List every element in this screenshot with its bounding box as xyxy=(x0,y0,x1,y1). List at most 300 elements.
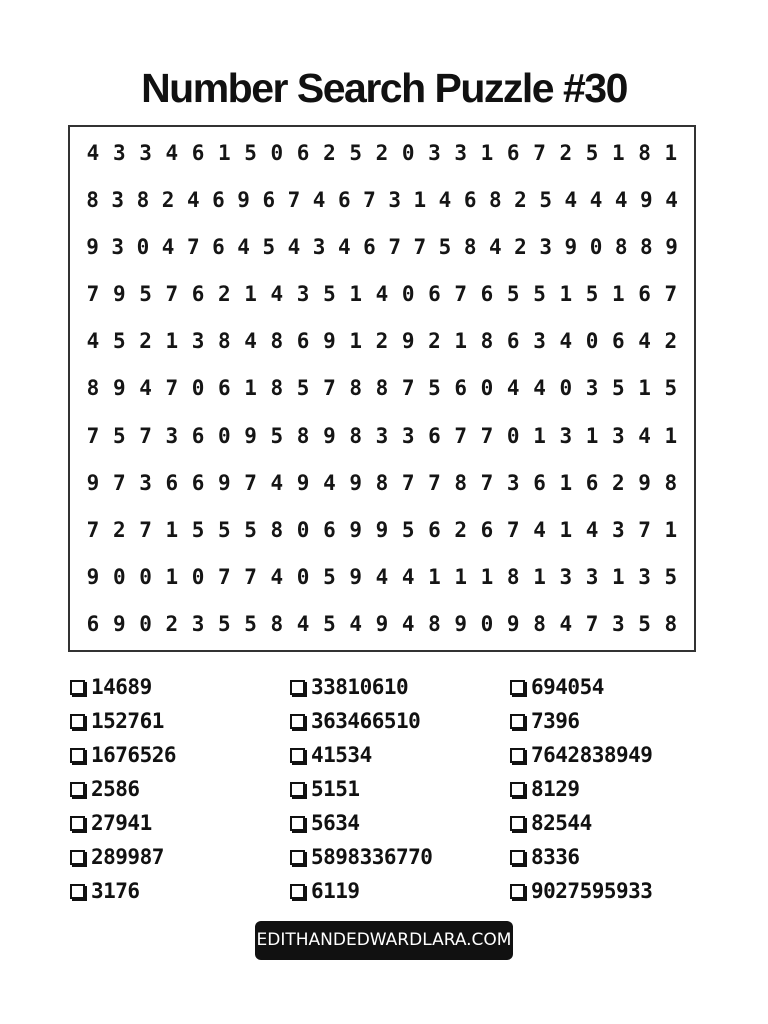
grid-cell[interactable]: 9 xyxy=(401,329,415,354)
grid-cell[interactable]: 3 xyxy=(111,235,125,260)
grid-cell[interactable]: 4 xyxy=(585,517,599,542)
grid-cell[interactable]: 3 xyxy=(139,470,152,495)
grid-cell[interactable]: 8 xyxy=(664,470,678,495)
grid-cell[interactable]: 0 xyxy=(559,376,573,401)
grid-cell[interactable]: 0 xyxy=(270,141,284,165)
grid-cell[interactable]: 6 xyxy=(533,470,546,495)
word-item[interactable] xyxy=(510,670,725,704)
grid-cell[interactable]: 8 xyxy=(349,376,362,401)
grid-cell[interactable]: 9 xyxy=(349,564,362,589)
grid-cell[interactable]: 4 xyxy=(270,282,284,307)
grid-cell[interactable]: 6 xyxy=(480,282,494,307)
grid-cell[interactable]: 5 xyxy=(139,282,152,307)
checkbox-icon[interactable] xyxy=(510,884,525,899)
grid-cell[interactable]: 3 xyxy=(165,423,179,448)
grid-cell[interactable]: 7 xyxy=(664,282,678,307)
grid-cell[interactable]: 9 xyxy=(454,611,468,636)
checkbox-icon[interactable] xyxy=(70,884,85,899)
grid-cell[interactable]: 7 xyxy=(244,470,257,495)
grid-cell[interactable]: 4 xyxy=(638,423,651,448)
grid-cell[interactable]: 4 xyxy=(86,329,100,354)
grid-cell[interactable]: 2 xyxy=(428,329,441,354)
grid-cell[interactable]: 9 xyxy=(237,188,250,213)
grid-cell[interactable]: 8 xyxy=(86,376,100,401)
grid-cell[interactable]: 4 xyxy=(589,188,603,213)
grid-cell[interactable]: 7 xyxy=(638,517,651,542)
grid-cell[interactable]: 5 xyxy=(323,564,336,589)
grid-cell[interactable]: 0 xyxy=(480,376,494,401)
grid-cell[interactable]: 0 xyxy=(589,235,603,260)
grid-cell[interactable]: 2 xyxy=(514,235,527,260)
grid-cell[interactable]: 3 xyxy=(191,329,205,354)
grid-cell[interactable]: 9 xyxy=(86,235,99,260)
grid-cell[interactable]: 6 xyxy=(191,141,205,165)
grid-cell[interactable]: 5 xyxy=(191,517,205,542)
grid-cell[interactable]: 6 xyxy=(191,470,205,495)
grid-cell[interactable]: 6 xyxy=(454,376,468,401)
word-item[interactable] xyxy=(510,704,725,738)
grid-cell[interactable]: 3 xyxy=(191,611,205,636)
checkbox-icon[interactable] xyxy=(510,782,525,797)
grid-cell[interactable]: 8 xyxy=(664,611,678,636)
grid-cell[interactable]: 1 xyxy=(611,282,625,307)
word-item[interactable] xyxy=(510,840,725,874)
word-item[interactable] xyxy=(510,874,725,908)
grid-cell[interactable]: 5 xyxy=(664,376,678,401)
grid-cell[interactable]: 9 xyxy=(296,470,310,495)
grid-cell[interactable]: 3 xyxy=(611,611,625,636)
grid-cell[interactable]: 7 xyxy=(480,470,494,495)
grid-cell[interactable]: 5 xyxy=(218,611,231,636)
grid-cell[interactable]: 2 xyxy=(375,329,389,354)
grid-cell[interactable]: 6 xyxy=(463,188,477,213)
grid-cell[interactable]: 5 xyxy=(401,517,415,542)
grid-cell[interactable]: 2 xyxy=(611,470,625,495)
checkbox-icon[interactable] xyxy=(70,816,85,831)
grid-cell[interactable]: 7 xyxy=(585,611,599,636)
checkbox-icon[interactable] xyxy=(290,782,305,797)
grid-cell[interactable]: 7 xyxy=(287,188,301,213)
grid-cell[interactable]: 1 xyxy=(244,282,257,307)
grid-cell[interactable]: 8 xyxy=(480,329,494,354)
grid-cell[interactable]: 6 xyxy=(323,517,336,542)
grid-cell[interactable]: 3 xyxy=(401,423,415,448)
grid-cell[interactable]: 4 xyxy=(244,329,257,354)
grid-cell[interactable]: 1 xyxy=(165,329,179,354)
grid-cell[interactable]: 1 xyxy=(559,517,573,542)
grid-cell[interactable]: 4 xyxy=(237,235,250,260)
grid-cell[interactable]: 4 xyxy=(270,470,284,495)
grid-cell[interactable]: 4 xyxy=(375,564,389,589)
grid-cell[interactable]: 8 xyxy=(270,517,284,542)
word-item[interactable] xyxy=(70,840,285,874)
grid-cell[interactable]: 0 xyxy=(112,564,126,589)
checkbox-icon[interactable] xyxy=(290,680,305,695)
grid-cell[interactable]: 3 xyxy=(611,517,625,542)
grid-cell[interactable]: 6 xyxy=(480,517,494,542)
grid-cell[interactable]: 5 xyxy=(296,376,310,401)
grid-cell[interactable]: 0 xyxy=(480,611,494,636)
grid-cell[interactable]: 8 xyxy=(270,329,284,354)
grid-cell[interactable]: 1 xyxy=(428,564,441,589)
grid-cell[interactable]: 7 xyxy=(139,517,152,542)
grid-cell[interactable]: 8 xyxy=(640,235,653,260)
grid-cell[interactable]: 8 xyxy=(489,188,502,213)
checkbox-icon[interactable] xyxy=(70,714,85,729)
grid-cell[interactable]: 8 xyxy=(136,188,150,213)
grid-cell[interactable]: 6 xyxy=(191,282,205,307)
grid-cell[interactable]: 6 xyxy=(428,282,441,307)
grid-cell[interactable]: 5 xyxy=(244,517,257,542)
grid-cell[interactable]: 1 xyxy=(480,564,494,589)
grid-cell[interactable]: 4 xyxy=(86,141,100,165)
word-item[interactable] xyxy=(70,772,285,806)
grid-cell[interactable]: 8 xyxy=(375,470,389,495)
grid-cell[interactable]: 8 xyxy=(86,188,99,213)
grid-cell[interactable]: 4 xyxy=(438,188,452,213)
grid-cell[interactable]: 1 xyxy=(611,564,625,589)
grid-cell[interactable]: 7 xyxy=(165,376,179,401)
grid-cell[interactable]: 5 xyxy=(506,282,520,307)
checkbox-icon[interactable] xyxy=(290,816,305,831)
grid-cell[interactable]: 7 xyxy=(244,564,257,589)
grid-cell[interactable]: 0 xyxy=(139,611,152,636)
grid-cell[interactable]: 7 xyxy=(480,423,494,448)
grid-cell[interactable]: 9 xyxy=(375,517,389,542)
grid-cell[interactable]: 0 xyxy=(191,564,205,589)
grid-cell[interactable]: 6 xyxy=(585,470,599,495)
grid-cell[interactable]: 6 xyxy=(86,611,100,636)
grid-cell[interactable]: 0 xyxy=(401,141,415,165)
grid-cell[interactable]: 2 xyxy=(559,141,573,165)
grid-cell[interactable]: 5 xyxy=(244,611,257,636)
grid-cell[interactable]: 7 xyxy=(218,564,231,589)
word-text: 363466510 xyxy=(311,709,421,733)
grid-cell[interactable]: 7 xyxy=(454,423,468,448)
grid-cell[interactable]: 4 xyxy=(614,188,628,213)
grid-cell[interactable]: 8 xyxy=(454,470,468,495)
checkbox-icon[interactable] xyxy=(290,714,305,729)
grid-cell[interactable]: 5 xyxy=(112,423,126,448)
grid-cell[interactable]: 8 xyxy=(638,141,651,165)
grid-cell[interactable]: 6 xyxy=(296,329,310,354)
grid-cell[interactable]: 1 xyxy=(585,423,599,448)
grid-cell[interactable]: 3 xyxy=(111,188,125,213)
grid-cell[interactable]: 9 xyxy=(665,235,678,260)
grid-cell[interactable]: 9 xyxy=(506,611,520,636)
grid-cell[interactable]: 1 xyxy=(244,376,257,401)
word-item[interactable] xyxy=(510,772,725,806)
grid-cell[interactable]: 1 xyxy=(559,470,573,495)
grid-cell[interactable]: 3 xyxy=(454,141,468,165)
grid-cell[interactable]: 2 xyxy=(165,611,179,636)
grid-cell[interactable]: 8 xyxy=(218,329,231,354)
grid-cell[interactable]: 5 xyxy=(638,611,651,636)
grid-cell[interactable]: 9 xyxy=(323,423,336,448)
checkbox-icon[interactable] xyxy=(70,748,85,763)
grid-cell[interactable]: 0 xyxy=(136,235,150,260)
grid-cell[interactable]: 2 xyxy=(664,329,678,354)
grid-cell[interactable]: 6 xyxy=(337,188,351,213)
grid-cell[interactable]: 4 xyxy=(665,188,678,213)
grid-cell[interactable]: 5 xyxy=(438,235,452,260)
grid-cell[interactable]: 4 xyxy=(287,235,301,260)
grid-cell[interactable]: 1 xyxy=(454,564,468,589)
grid-cell[interactable]: 5 xyxy=(533,282,546,307)
checkbox-icon[interactable] xyxy=(510,850,525,865)
grid-cell[interactable]: 4 xyxy=(270,564,284,589)
grid-cell[interactable]: 1 xyxy=(533,423,546,448)
word-item[interactable] xyxy=(290,704,505,738)
grid-cell[interactable]: 1 xyxy=(349,329,362,354)
grid-cell[interactable]: 1 xyxy=(664,423,678,448)
grid-cell[interactable]: 7 xyxy=(112,470,126,495)
grid-cell[interactable]: 9 xyxy=(112,282,126,307)
grid-cell[interactable]: 1 xyxy=(218,141,231,165)
grid-cell[interactable]: 8 xyxy=(614,235,628,260)
grid-cell[interactable]: 7 xyxy=(413,235,427,260)
grid-cell[interactable]: 1 xyxy=(611,141,625,165)
checkbox-icon[interactable] xyxy=(70,782,85,797)
grid-cell[interactable]: 1 xyxy=(664,517,678,542)
grid-cell[interactable]: 7 xyxy=(454,282,468,307)
grid-cell[interactable]: 5 xyxy=(585,141,599,165)
grid-cell[interactable]: 4 xyxy=(186,188,200,213)
grid-cell[interactable]: 1 xyxy=(165,564,179,589)
word-text: 8129 xyxy=(531,777,580,801)
grid-cell[interactable]: 7 xyxy=(363,188,376,213)
grid-cell[interactable]: 5 xyxy=(244,141,257,165)
grid-cell[interactable]: 9 xyxy=(349,470,362,495)
grid-cell[interactable]: 3 xyxy=(139,141,152,165)
grid-cell[interactable]: 5 xyxy=(585,282,599,307)
grid-cell[interactable]: 6 xyxy=(506,329,520,354)
checkbox-icon[interactable] xyxy=(290,748,305,763)
grid-cell[interactable]: 4 xyxy=(533,376,546,401)
checkbox-icon[interactable] xyxy=(290,884,305,899)
word-text: 33810610 xyxy=(311,675,409,699)
grid-cell[interactable]: 3 xyxy=(539,235,552,260)
grid-cell[interactable]: 4 xyxy=(323,470,336,495)
grid-cell[interactable]: 4 xyxy=(139,376,152,401)
grid-cell[interactable]: 1 xyxy=(349,282,362,307)
grid-cell[interactable]: 7 xyxy=(401,470,415,495)
grid-cell[interactable]: 7 xyxy=(323,376,336,401)
grid-cell[interactable]: 7 xyxy=(86,517,100,542)
grid-cell[interactable]: 5 xyxy=(323,282,336,307)
grid-cell[interactable]: 4 xyxy=(506,376,520,401)
grid-cell[interactable]: 9 xyxy=(375,611,389,636)
grid-cell[interactable]: 7 xyxy=(428,470,441,495)
grid-cell[interactable]: 6 xyxy=(191,423,205,448)
grid-cell[interactable]: 3 xyxy=(611,423,625,448)
grid-cell[interactable]: 0 xyxy=(296,517,310,542)
grid-cell[interactable]: 1 xyxy=(533,564,546,589)
grid-cell[interactable]: 2 xyxy=(323,141,336,165)
grid-cell[interactable]: 5 xyxy=(323,611,336,636)
grid-cell[interactable]: 6 xyxy=(218,376,231,401)
grid-cell[interactable]: 3 xyxy=(559,564,573,589)
word-item[interactable] xyxy=(290,874,505,908)
word-item[interactable] xyxy=(510,738,725,772)
grid-cell[interactable]: 0 xyxy=(506,423,520,448)
checkbox-icon[interactable] xyxy=(290,850,305,865)
grid-cell[interactable]: 7 xyxy=(401,376,415,401)
grid-cell[interactable]: 5 xyxy=(112,329,126,354)
grid-cell[interactable]: 5 xyxy=(270,423,284,448)
grid-cell[interactable]: 1 xyxy=(664,141,678,165)
grid-cell[interactable]: 7 xyxy=(533,141,546,165)
grid-cell[interactable]: 8 xyxy=(375,376,389,401)
word-item[interactable] xyxy=(70,806,285,840)
checkbox-icon[interactable] xyxy=(510,748,525,763)
word-item[interactable] xyxy=(290,806,505,840)
word-item[interactable] xyxy=(510,806,725,840)
grid-cell[interactable]: 5 xyxy=(664,564,678,589)
grid-cell[interactable]: 1 xyxy=(165,517,179,542)
grid-cell[interactable]: 0 xyxy=(585,329,599,354)
grid-cell[interactable]: 2 xyxy=(161,188,175,213)
grid-cell[interactable]: 1 xyxy=(559,282,573,307)
word-item[interactable] xyxy=(70,874,285,908)
grid-cell[interactable]: 9 xyxy=(640,188,653,213)
grid-cell[interactable]: 3 xyxy=(296,282,310,307)
grid-cell[interactable]: 4 xyxy=(312,188,326,213)
grid-cell[interactable]: 7 xyxy=(388,235,401,260)
grid-cell[interactable]: 3 xyxy=(559,423,573,448)
grid-cell[interactable]: 0 xyxy=(401,282,415,307)
grid-cell[interactable]: 1 xyxy=(638,376,651,401)
grid-cell[interactable]: 7 xyxy=(139,423,152,448)
grid-cell[interactable]: 0 xyxy=(139,564,152,589)
grid-cell[interactable]: 9 xyxy=(112,376,126,401)
checkbox-icon[interactable] xyxy=(510,714,525,729)
grid-cell[interactable]: 6 xyxy=(212,188,225,213)
grid-cell[interactable]: 5 xyxy=(218,517,231,542)
grid-cell[interactable]: 8 xyxy=(533,611,546,636)
grid-cell[interactable]: 7 xyxy=(506,517,520,542)
grid-cell[interactable]: 6 xyxy=(165,470,179,495)
word-item[interactable] xyxy=(290,772,505,806)
grid-cell[interactable]: 5 xyxy=(428,376,441,401)
grid-cell[interactable]: 6 xyxy=(638,282,651,307)
grid-cell[interactable]: 6 xyxy=(611,329,625,354)
grid-cell[interactable]: 4 xyxy=(564,188,578,213)
grid-cell[interactable]: 5 xyxy=(262,235,276,260)
grid-cell[interactable]: 6 xyxy=(428,517,441,542)
grid-cell[interactable]: 3 xyxy=(506,470,520,495)
grid-cell[interactable]: 7 xyxy=(86,282,100,307)
grid-cell[interactable]: 4 xyxy=(161,235,175,260)
word-item[interactable] xyxy=(290,670,505,704)
grid-cell[interactable]: 4 xyxy=(337,235,351,260)
grid-cell[interactable]: 9 xyxy=(86,564,100,589)
word-item[interactable] xyxy=(70,670,285,704)
grid-cell[interactable]: 8 xyxy=(270,376,284,401)
grid-cell[interactable]: 0 xyxy=(218,423,231,448)
grid-cell[interactable]: 4 xyxy=(401,611,415,636)
grid-cell[interactable]: 7 xyxy=(86,423,100,448)
grid-cell[interactable]: 9 xyxy=(112,611,126,636)
grid-cell[interactable]: 4 xyxy=(559,611,573,636)
grid-cell[interactable]: 3 xyxy=(388,188,401,213)
grid-cell[interactable]: 4 xyxy=(638,329,651,354)
grid-cell[interactable]: 4 xyxy=(375,282,389,307)
grid-cell[interactable]: 3 xyxy=(375,423,389,448)
grid-cell[interactable]: 6 xyxy=(363,235,376,260)
word-item[interactable] xyxy=(290,738,505,772)
grid-cell[interactable]: 5 xyxy=(611,376,625,401)
grid-cell[interactable]: 8 xyxy=(506,564,520,589)
grid-cell[interactable]: 9 xyxy=(86,470,100,495)
grid-cell[interactable]: 3 xyxy=(112,141,126,165)
checkbox-icon[interactable] xyxy=(70,850,85,865)
grid-cell[interactable]: 8 xyxy=(349,423,362,448)
grid-cell[interactable]: 2 xyxy=(514,188,527,213)
checkbox-icon[interactable] xyxy=(70,680,85,695)
grid-cell[interactable]: 2 xyxy=(112,517,126,542)
grid-cell[interactable]: 2 xyxy=(375,141,389,165)
grid-cell[interactable]: 4 xyxy=(349,611,362,636)
grid-cell[interactable]: 3 xyxy=(428,141,441,165)
grid-cell[interactable]: 4 xyxy=(296,611,310,636)
grid-cell[interactable]: 3 xyxy=(533,329,546,354)
word-item[interactable] xyxy=(290,840,505,874)
grid-cell[interactable]: 7 xyxy=(165,282,179,307)
grid-cell[interactable]: 4 xyxy=(165,141,179,165)
grid-cell[interactable]: 5 xyxy=(349,141,362,165)
grid-cell[interactable]: 3 xyxy=(312,235,326,260)
grid-cell[interactable]: 9 xyxy=(349,517,362,542)
grid-cell[interactable]: 6 xyxy=(296,141,310,165)
grid-cell[interactable]: 2 xyxy=(139,329,152,354)
grid-cell[interactable]: 1 xyxy=(413,188,427,213)
grid-cell[interactable]: 6 xyxy=(262,188,276,213)
grid-cell[interactable]: 1 xyxy=(454,329,468,354)
checkbox-icon[interactable] xyxy=(510,680,525,695)
grid-cell[interactable]: 6 xyxy=(428,423,441,448)
grid-cell[interactable]: 9 xyxy=(244,423,257,448)
grid-cell[interactable]: 8 xyxy=(296,423,310,448)
grid-cell[interactable]: 9 xyxy=(564,235,578,260)
checkbox-icon[interactable] xyxy=(510,816,525,831)
grid-cell[interactable]: 3 xyxy=(585,564,599,589)
grid-cell[interactable]: 6 xyxy=(506,141,520,165)
grid-cell[interactable]: 8 xyxy=(270,611,284,636)
grid-cell[interactable]: 4 xyxy=(401,564,415,589)
grid-cell[interactable]: 5 xyxy=(539,188,552,213)
grid-cell[interactable]: 3 xyxy=(638,564,651,589)
grid-cell[interactable]: 8 xyxy=(428,611,441,636)
grid-cell[interactable]: 2 xyxy=(218,282,231,307)
grid-cell[interactable]: 2 xyxy=(454,517,468,542)
grid-cell[interactable]: 9 xyxy=(323,329,336,354)
grid-cell[interactable]: 8 xyxy=(463,235,477,260)
grid-cell[interactable]: 9 xyxy=(638,470,651,495)
grid-cell[interactable]: 0 xyxy=(191,376,205,401)
grid-cell[interactable]: 4 xyxy=(489,235,502,260)
word-item[interactable] xyxy=(70,704,285,738)
word-item[interactable] xyxy=(70,738,285,772)
grid-cell[interactable]: 9 xyxy=(218,470,231,495)
grid-cell[interactable]: 4 xyxy=(533,517,546,542)
grid-cell[interactable]: 4 xyxy=(559,329,573,354)
grid-cell[interactable]: 3 xyxy=(585,376,599,401)
grid-cell[interactable]: 6 xyxy=(212,235,225,260)
grid-cell[interactable]: 1 xyxy=(480,141,494,165)
grid-cell[interactable]: 7 xyxy=(186,235,200,260)
grid-cell[interactable]: 0 xyxy=(296,564,310,589)
